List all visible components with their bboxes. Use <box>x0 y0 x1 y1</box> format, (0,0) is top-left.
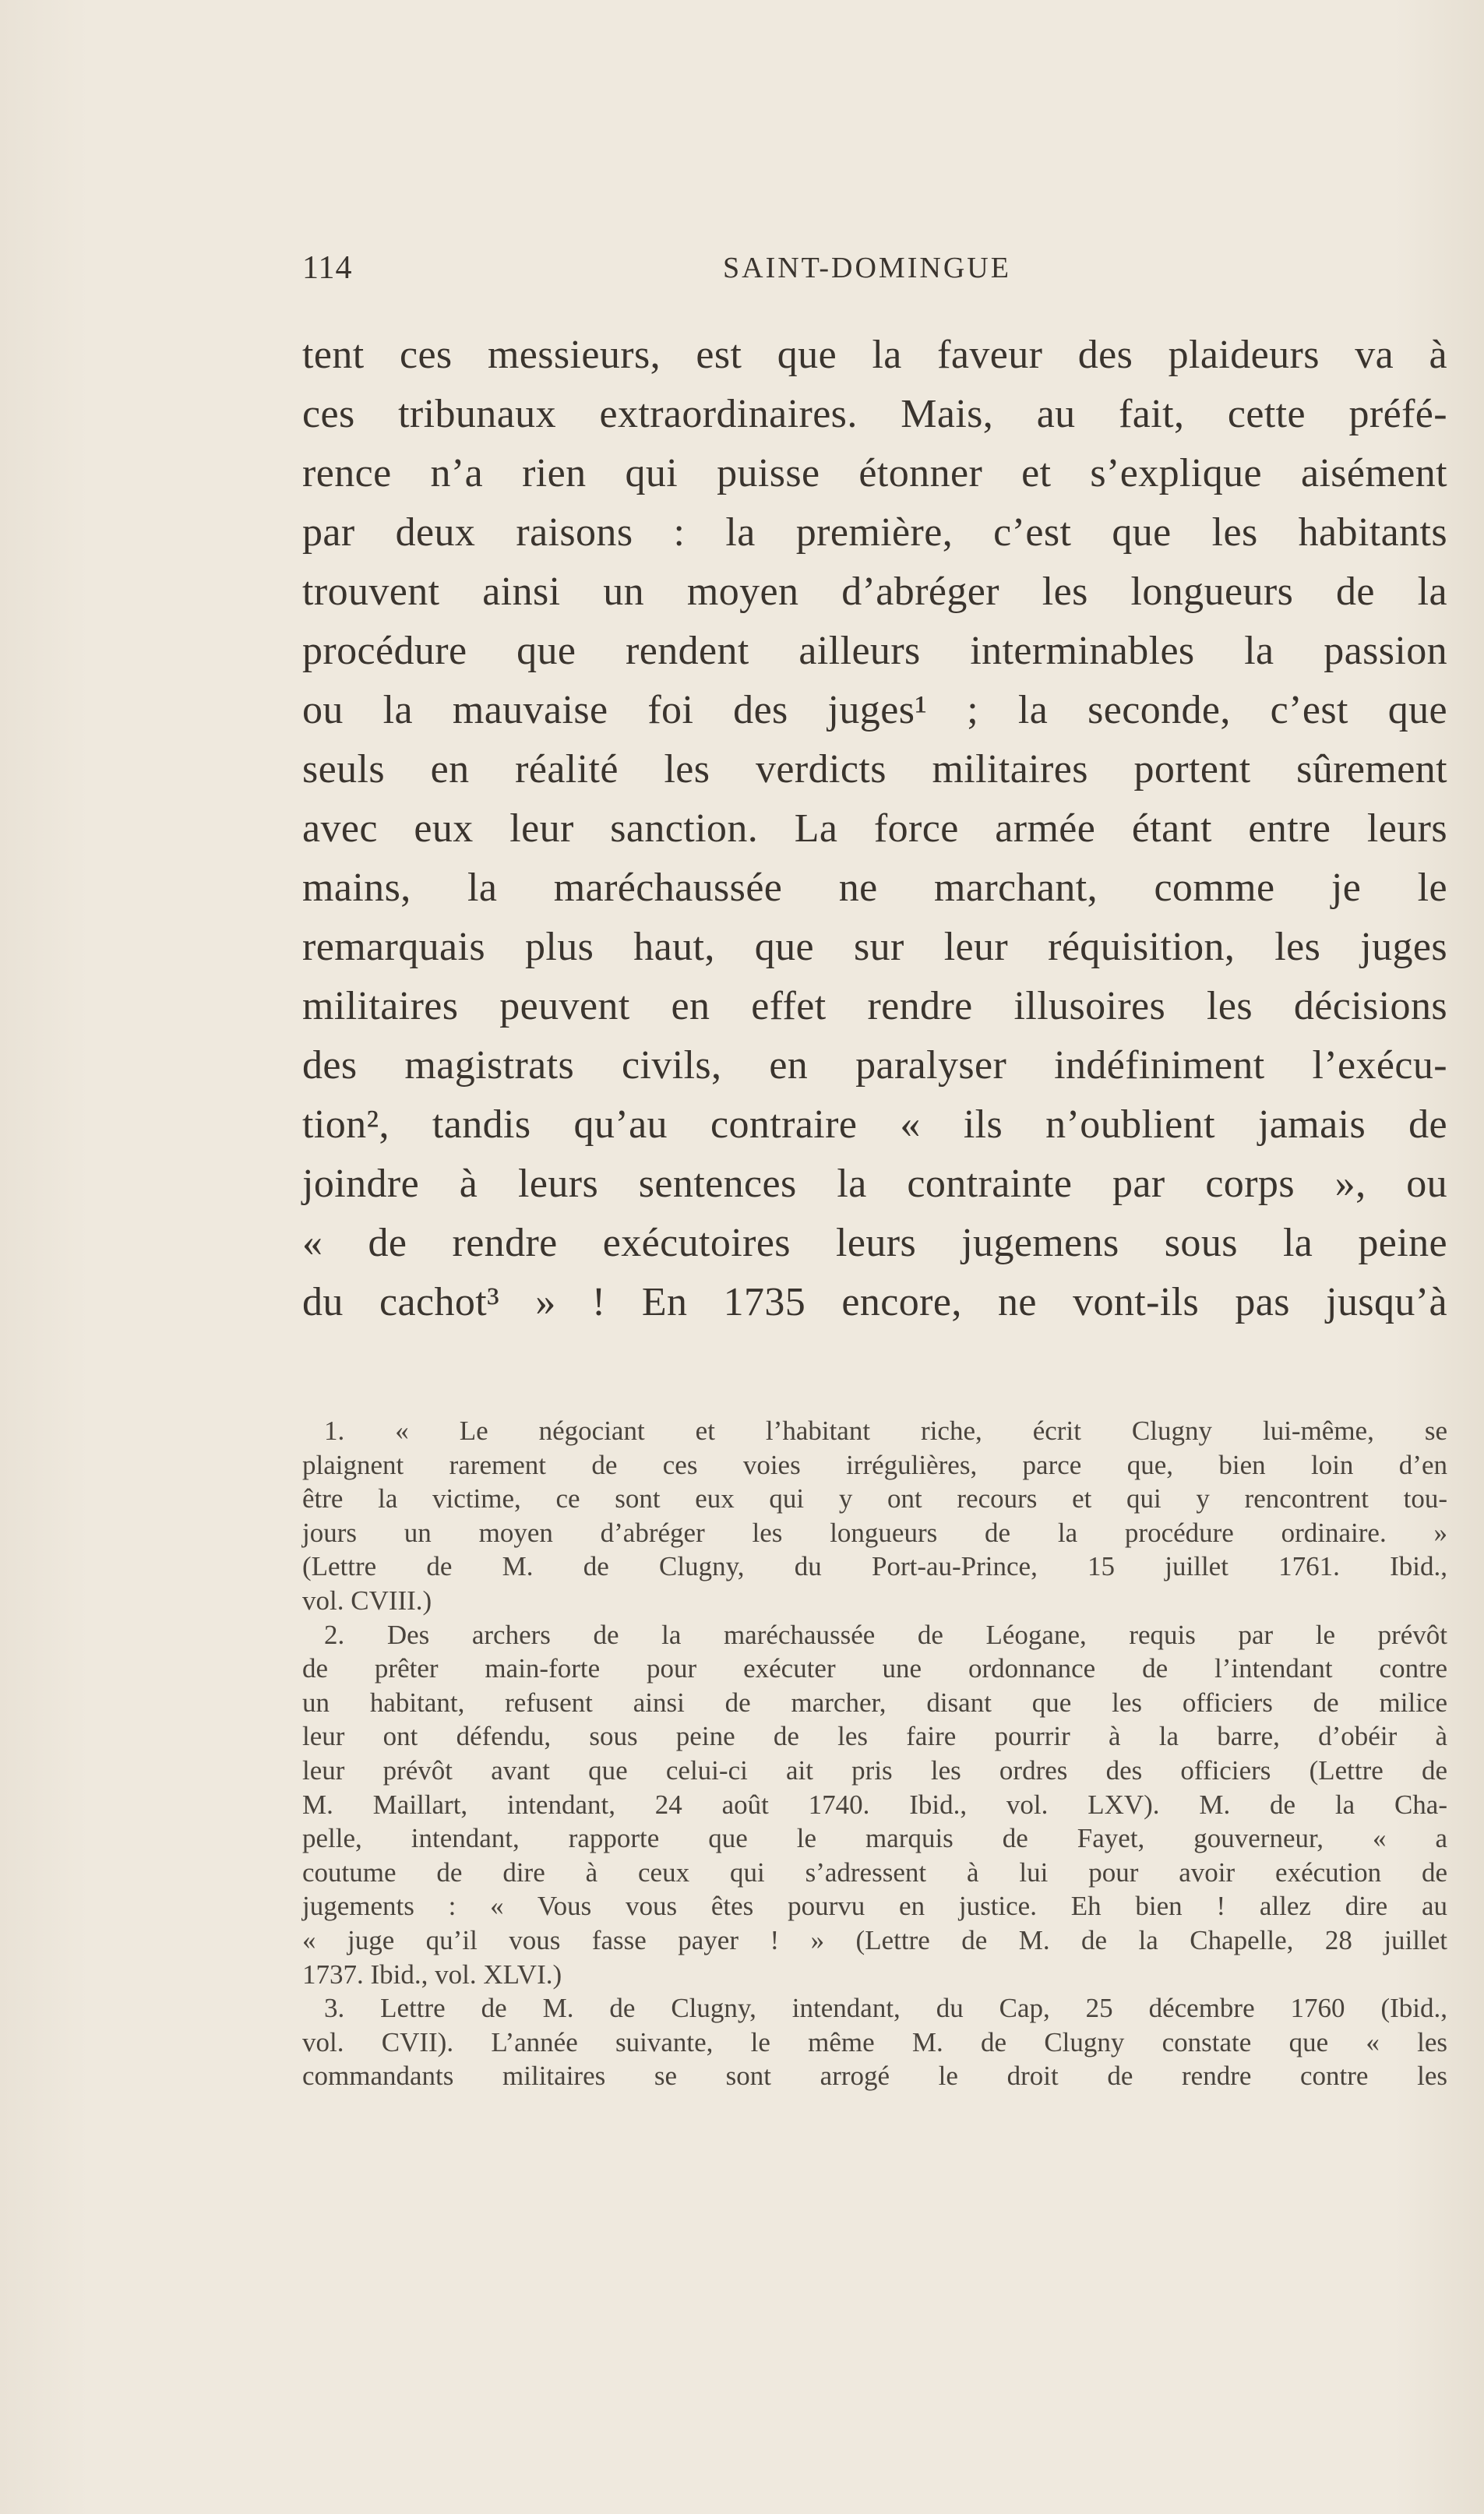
running-title: SAINT-DOMINGUE <box>723 252 1011 284</box>
page-number: 114 <box>302 250 353 286</box>
footnote-1-line: vol. CVIII.) <box>302 1585 432 1616</box>
footnote-1-line: (Lettre de M. de Clugny, du Port-au-Prince, 15 juillet 1761. Ibid., <box>302 1551 1447 1582</box>
footnote-3-line: vol. CVII). L’année suivante, le même M. de Clugny constate que « les <box>302 2026 1447 2057</box>
body-line: par deux raisons : la première, c’est que les habitants <box>302 510 1447 555</box>
footnote-2-line: coutume de dire à ceux qui s’adressent à lui pour avoir exécution de <box>302 1856 1447 1888</box>
footnote-3-line: 3. Lettre de M. de Clugny, intendant, du Cap, 25 décembre 1760 (Ibid., <box>324 1993 1447 2024</box>
body-line: trouvent ainsi un moyen d’abréger les longueurs de la <box>302 569 1447 614</box>
footnote-2-line: M. Maillart, intendant, 24 août 1740. Ibid., vol. LXV). M. de la Cha- <box>302 1789 1447 1820</box>
body-line: du cachot³ » ! En 1735 encore, ne vont-ils pas jusqu’à <box>302 1280 1447 1324</box>
body-line: rence n’a rien qui puisse étonner et s’explique aisément <box>302 451 1447 495</box>
footnote-2-line: pelle, intendant, rapporte que le marquis de Fayet, gouverneur, « a <box>302 1823 1447 1854</box>
body-line: mains, la maréchaussée ne marchant, comme je le <box>302 866 1447 910</box>
body-line: procédure que rendent ailleurs interminables la passion <box>302 629 1447 673</box>
footnote-2-line: 1737. Ibid., vol. XLVI.) <box>302 1959 562 1990</box>
footnote-2-line: jugements : « Vous vous êtes pourvu en justice. Eh bien ! allez dire au <box>302 1891 1447 1922</box>
body-line: avec eux leur sanction. La force armée étant entre leurs <box>302 806 1447 851</box>
footnote-2-line: « juge qu’il vous fasse payer ! » (Lettre de M. de la Chapelle, 28 juillet <box>302 1924 1447 1955</box>
body-line: « de rendre exécutoires leurs jugemens sous la peine <box>302 1221 1447 1265</box>
body-line: ces tribunaux extraordinaires. Mais, au fait, cette préfé- <box>302 392 1447 436</box>
body-line: tion², tandis qu’au contraire « ils n’oublient jamais de <box>302 1102 1447 1147</box>
body-text <box>302 326 1447 1332</box>
footnotes <box>302 1414 1447 2093</box>
footnote-1-line: 1. « Le négociant et l’habitant riche, écrit Clugny lui-même, se <box>324 1416 1447 1446</box>
footnote-2-line: un habitant, refusent ainsi de marcher, disant que les officiers de milice <box>302 1687 1447 1718</box>
footnote-1-line: jours un moyen d’abréger les longueurs de la procédure ordinaire. » <box>302 1517 1447 1548</box>
footnote-3-line: commandants militaires se sont arrogé le droit de rendre contre les <box>302 2061 1447 2092</box>
body-line: tent ces messieurs, est que la faveur des plaideurs va à <box>302 333 1447 377</box>
footnote-1-line: être la victime, ce sont eux qui y ont recours et qui y rencontrent tou- <box>302 1483 1447 1514</box>
page-header <box>302 249 1447 296</box>
footnote-2-line: de prêter main-forte pour exécuter une ordonnance de l’intendant contre <box>302 1653 1447 1684</box>
footnote-1-line: plaignent rarement de ces voies irrégulières, parce que, bien loin d’en <box>302 1449 1447 1480</box>
body-line: militaires peuvent en effet rendre illusoires les décisions <box>302 984 1447 1028</box>
body-line: seuls en réalité les verdicts militaires portent sûrement <box>302 747 1447 792</box>
footnote-2-line: 2. Des archers de la maréchaussée de Léogane, requis par le prévôt <box>324 1619 1447 1650</box>
body-line: des magistrats civils, en paralyser indéfiniment l’exécu- <box>302 1043 1447 1088</box>
body-line: ou la mauvaise foi des juges¹ ; la seconde, c’est que <box>302 688 1447 732</box>
footnote-2-line: leur ont défendu, sous peine de les faire pourrir à la barre, d’obéir à <box>302 1721 1447 1752</box>
body-line: remarquais plus haut, que sur leur réquisition, les juges <box>302 925 1447 969</box>
footnote-2-line: leur prévôt avant que celui-ci ait pris les ordres des officiers (Lettre de <box>302 1754 1447 1786</box>
body-line: joindre à leurs sentences la contrainte par corps », ou <box>302 1162 1447 1206</box>
